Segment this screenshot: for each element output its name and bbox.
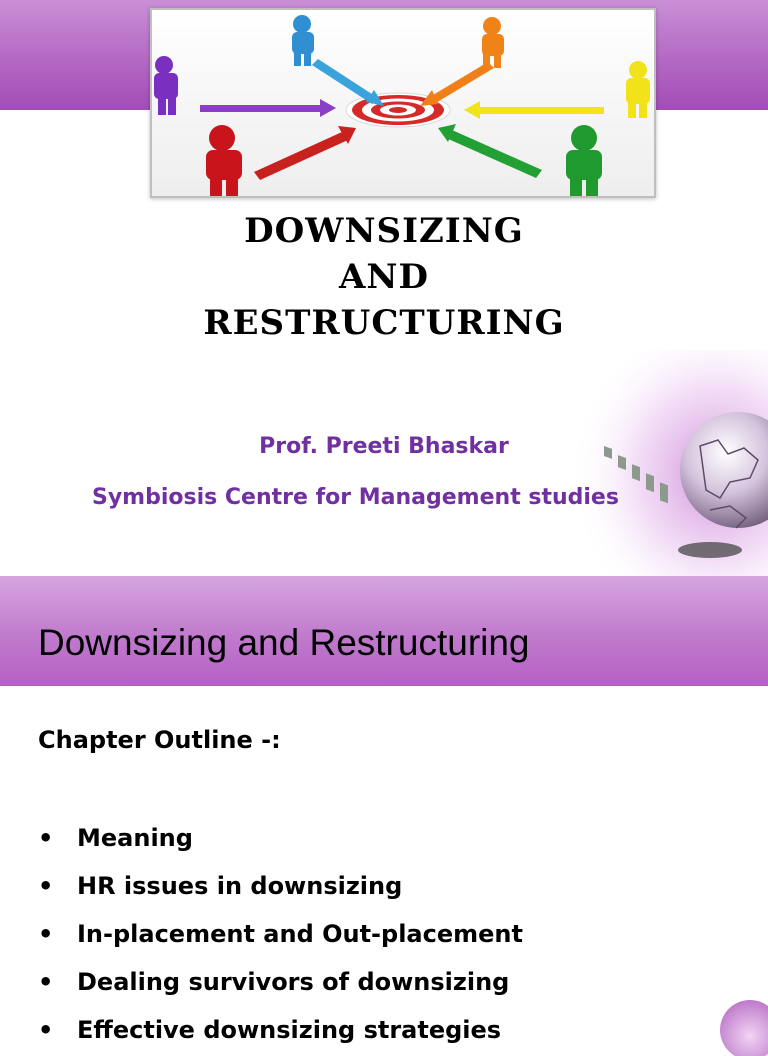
outline-heading: Chapter Outline -: — [38, 726, 281, 754]
outline-list — [38, 816, 523, 1056]
target-people-illustration — [152, 10, 654, 196]
bullet-icon: • — [38, 1016, 54, 1044]
list-item: • In-placement and Out-placement — [38, 912, 523, 960]
slide-title — [0, 208, 768, 346]
bullet-icon: • — [38, 920, 54, 948]
bullet-icon: • — [38, 872, 54, 900]
title-line-1: DOWNSIZING — [244, 211, 524, 251]
list-item: • Dealing survivors of downsizing — [38, 960, 523, 1008]
list-item: • HR issues in downsizing — [38, 864, 523, 912]
bullet-icon: • — [38, 968, 54, 996]
outline-slide — [0, 576, 768, 1044]
slide-title: Downsizing and Restructuring — [38, 622, 530, 663]
list-item: • Meaning — [38, 816, 523, 864]
institution-name: Symbiosis Centre for Management studies — [92, 485, 619, 510]
title-line-3: RESTRUCTURING — [203, 303, 565, 343]
hero-image — [150, 8, 656, 198]
author-name: Prof. Preeti Bhaskar — [259, 434, 509, 459]
title-line-2: AND — [339, 257, 429, 297]
globe-decoration — [560, 350, 768, 576]
globe-icon — [700, 990, 768, 1024]
list-item: • Effective downsizing strategies — [38, 1008, 523, 1056]
bullet-icon: • — [38, 824, 54, 852]
